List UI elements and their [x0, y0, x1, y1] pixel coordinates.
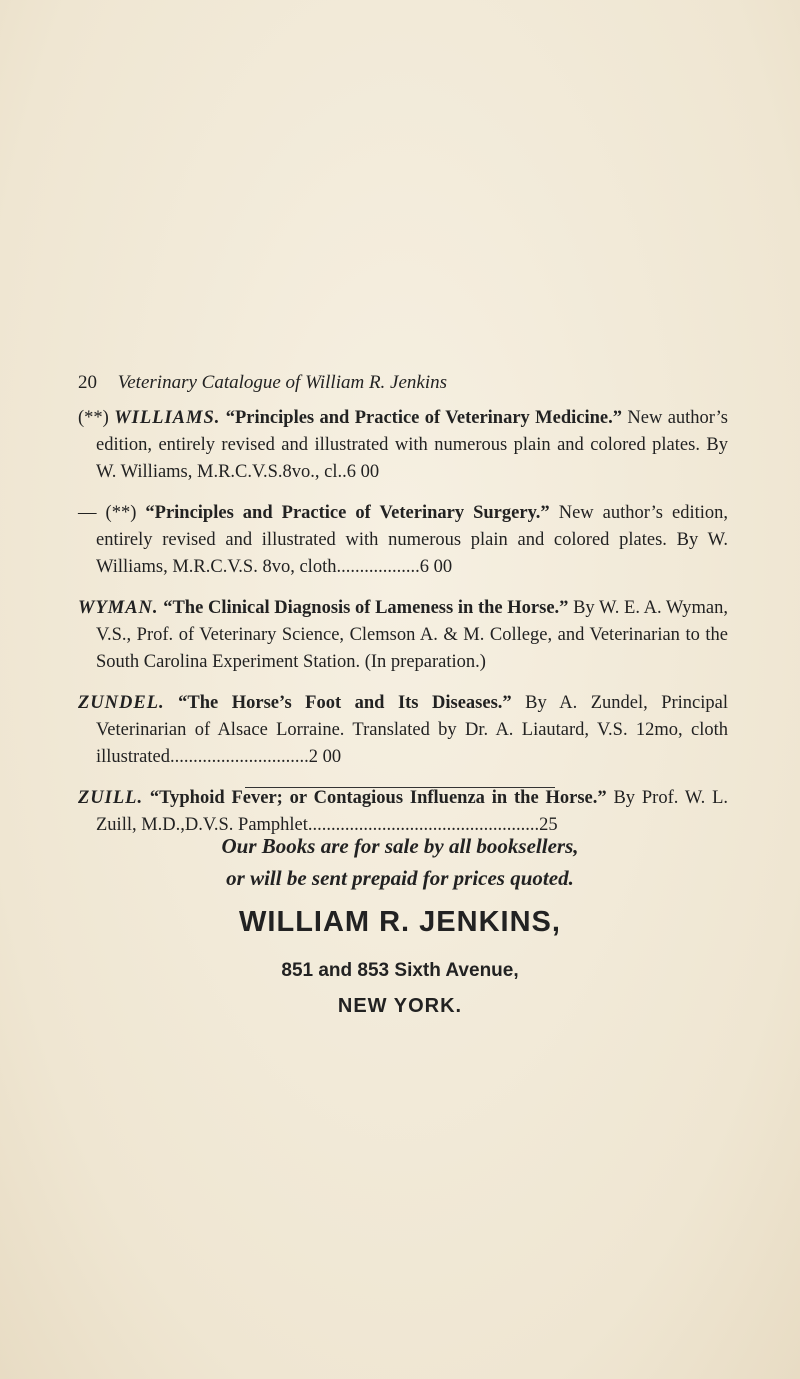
- entry-description: By W. E. A. Wyman, V.S., Prof. of Veterinary Science, Clemson A. & M. College, and Veterinarian to the South Carolina Experiment Station. (In preparation.): [96, 598, 729, 672]
- divider-rule: [245, 787, 555, 788]
- publisher-city: NEW YORK.: [337, 995, 463, 1017]
- entry-author: ZUILL.: [78, 788, 144, 808]
- catalogue-entry-williams-surgery: [78, 500, 728, 581]
- entry-author: WILLIAMS.: [114, 408, 221, 428]
- entry-price: 6 00: [419, 557, 453, 577]
- sales-notice-line-2: or will be sent prepaid for prices quoted.: [226, 866, 574, 890]
- entry-price-leader: ..................: [336, 557, 420, 577]
- entry-description: By A. Zundel, Principal Veterinarian of Alsace Lorraine. Translated by Dr. A. Liautard, V.S. 12mo, cloth illustrated: [96, 693, 729, 767]
- entry-price: 2 00: [308, 747, 342, 767]
- entry-title: “The Clinical Diagnosis of Lameness in the Horse.”: [163, 598, 569, 618]
- entry-title: “Typhoid Fever; or Contagious Influenza in the Horse.”: [149, 788, 607, 808]
- publisher-name: WILLIAM R. JENKINS,: [239, 906, 561, 938]
- entry-title: “The Horse’s Foot and Its Diseases.”: [178, 693, 512, 713]
- page-number: 20: [78, 372, 97, 393]
- publisher-address: 851 and 853 Sixth Avenue,: [281, 960, 519, 981]
- sales-notice: [0, 830, 800, 894]
- entry-author: WYMAN.: [78, 598, 159, 618]
- entry-price-leader: ..............................: [169, 747, 309, 767]
- entry-description: New author’s edition, entirely revised and illustrated with numerous plain and colored plates. By W. Williams, M.R.C.V.S. 8vo, cloth: [96, 503, 728, 577]
- catalogue-entry-zundel: [78, 690, 728, 771]
- catalogue-entries: [78, 405, 728, 853]
- catalogue-entry-wyman: [78, 595, 728, 676]
- running-title: Veterinary Catalogue of William R. Jenkins: [117, 372, 448, 393]
- entry-description: By Prof. W. L. Zuill, M.D.,D.V.S. Pamphlet: [96, 788, 728, 835]
- entry-prefix: (**): [78, 408, 115, 428]
- catalogue-entry-williams-medicine: [78, 405, 728, 486]
- entry-price: 25: [539, 815, 558, 835]
- entry-description: New author’s edition, entirely revised and illustrated with numerous plain and colored plates. By W. Williams, M.R.C.V.S.8vo., cl..6 00: [96, 408, 728, 482]
- entry-price-leader: ..................................................: [307, 815, 540, 835]
- entry-title: “Principles and Practice of Veterinary Medicine.”: [225, 408, 623, 428]
- entry-prefix: — (**): [78, 503, 146, 523]
- page-header: [78, 372, 728, 394]
- entry-title: “Principles and Practice of Veterinary Surgery.”: [145, 503, 550, 523]
- entry-author: ZUNDEL.: [78, 693, 165, 713]
- sales-notice-line-1: Our Books are for sale by all booksellers,: [221, 834, 579, 858]
